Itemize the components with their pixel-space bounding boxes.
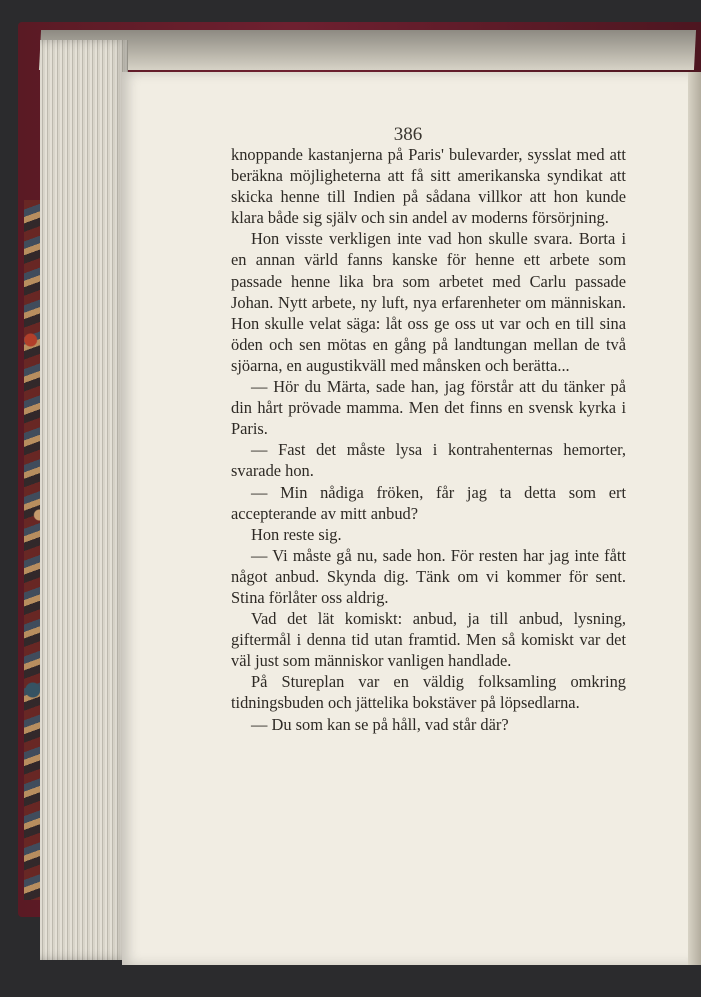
book-page — [122, 72, 694, 965]
paragraph: — Fast det måste lysa i kontrahenternas hemorter, svarade hon. — [231, 440, 626, 481]
page-block-top-edge — [39, 30, 696, 70]
paragraph: Hon reste sig. — [251, 524, 342, 544]
paragraph: På Stureplan var en väldig folksamling omkring tidningsbuden och jättelika bokstäver på löpsedlarna. — [231, 672, 626, 713]
paragraph: — Vi måste gå nu, sade hon. För resten har jag inte fått något anbud. Skynda dig. Tänk om vi kommer för sent. Stina förlåter oss aldrig. — [231, 545, 626, 607]
paragraph: — Min nådiga fröken, får jag ta detta som ert accepterande av mitt anbud? — [231, 482, 626, 523]
paragraph: — Hör du Märta, sade han, jag förstår att du tänker på din hårt prövade mamma. Men det finns en svensk kyrka i Paris. — [231, 377, 626, 439]
paragraph: knoppande kastanjerna på Paris' bulevarder, sysslat med att beräkna möjligheterna att få sitt amerikanska syndikat att skicka henne till Indien på sådana villkor att hon kunde klara både sig själv och sin andel av moderns försörjning. — [231, 145, 626, 228]
paragraph: Vad det lät komiskt: anbud, ja till anbud, lysning, giftermål i denna tid utan framtid. Men så komiskt var det väl just som människor vanligen handlade. — [231, 609, 626, 671]
page-stack-edge — [40, 40, 128, 960]
page-right-edge — [688, 72, 701, 965]
page-number: 386 — [393, 124, 423, 145]
paragraph: Hon visste verkligen inte vad hon skulle svara. Borta i en annan värld fanns kanske för henne ett arbete som passade henne lika bra som arbetet med Carlu passade Johan. Nytt arbete, ny luft, nya erfarenheter om människan. Hon skulle velat säga: låt oss ge oss ut var och en till sina öden och sen mötas en gång på landtungan mellan de två sjöarna, en augustikväll med månsken och berätta... — [231, 229, 626, 375]
body-text — [231, 144, 626, 735]
paragraph: — Du som kan se på håll, vad står där? — [251, 714, 509, 734]
